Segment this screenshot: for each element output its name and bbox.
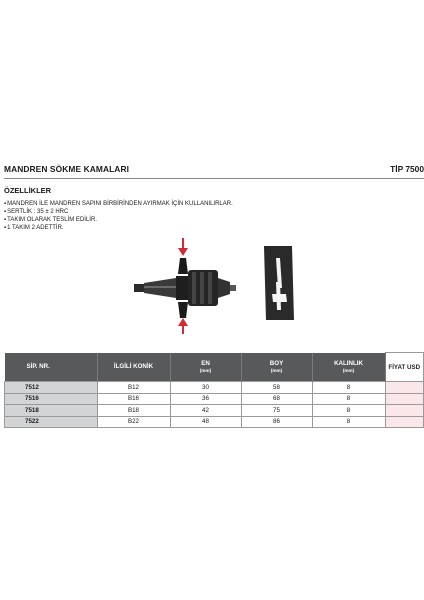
price-cell (385, 382, 424, 394)
kalinlik-cell: 8 (312, 393, 385, 405)
price-cell (385, 416, 424, 428)
feature-item: ▪ TAKIM OLARAK TESLİM EDİLİR. (4, 216, 233, 224)
spec-table (4, 352, 424, 428)
features-list (4, 200, 233, 232)
table-row (5, 393, 424, 405)
feature-item: ▪ 1 TAKIM 2 ADETTİR. (4, 224, 233, 232)
product-illustration (130, 236, 310, 336)
document-title: MANDREN SÖKME KAMALARI (4, 164, 130, 174)
order-no-cell: 7518 (5, 405, 98, 417)
product-type-code: TİP 7500 (390, 164, 424, 174)
table-header-row (5, 353, 424, 382)
price-cell (385, 393, 424, 405)
chuck-with-wedges-image (134, 258, 236, 318)
table-row (5, 416, 424, 428)
konik-cell: B22 (97, 416, 170, 428)
col-header-konik: İLGİLİ KONİK (97, 353, 170, 382)
table-row (5, 405, 424, 417)
boy-cell: 68 (241, 393, 312, 405)
en-cell: 30 (170, 382, 241, 394)
kalinlik-cell: 8 (312, 405, 385, 417)
header-divider (4, 178, 424, 179)
col-header-boy: BOY (mm) (241, 353, 312, 382)
col-header-order-no: SİP. NR. (5, 353, 98, 382)
en-cell: 48 (170, 416, 241, 428)
features-title: ÖZELLİKLER (4, 186, 52, 195)
feature-item: ▪ SERTLİK : 35 ± 2 HRC (4, 208, 233, 216)
col-header-kalinlik: KALINLIK (mm) (312, 353, 385, 382)
boy-cell: 86 (241, 416, 312, 428)
konik-cell: B18 (97, 405, 170, 417)
table-row (5, 382, 424, 394)
en-cell: 36 (170, 393, 241, 405)
down-arrow-icon (178, 238, 188, 256)
konik-cell: B12 (97, 382, 170, 394)
col-header-en: EN (mm) (170, 353, 241, 382)
price-cell (385, 405, 424, 417)
document-header (4, 164, 424, 178)
col-header-price: FİYAT USD (385, 353, 424, 382)
konik-cell: B16 (97, 393, 170, 405)
order-no-cell: 7522 (5, 416, 98, 428)
kalinlik-cell: 8 (312, 382, 385, 394)
kalinlik-cell: 8 (312, 416, 385, 428)
wedge-plate-image (264, 246, 294, 320)
feature-item: ▪ MANDREN İLE MANDREN SAPINI BİRBİRİNDEN AYIRMAK İÇİN KULLANILIRLAR. (4, 200, 233, 208)
boy-cell: 75 (241, 405, 312, 417)
en-cell: 42 (170, 405, 241, 417)
order-no-cell: 7516 (5, 393, 98, 405)
boy-cell: 58 (241, 382, 312, 394)
up-arrow-icon (178, 318, 188, 334)
order-no-cell: 7512 (5, 382, 98, 394)
